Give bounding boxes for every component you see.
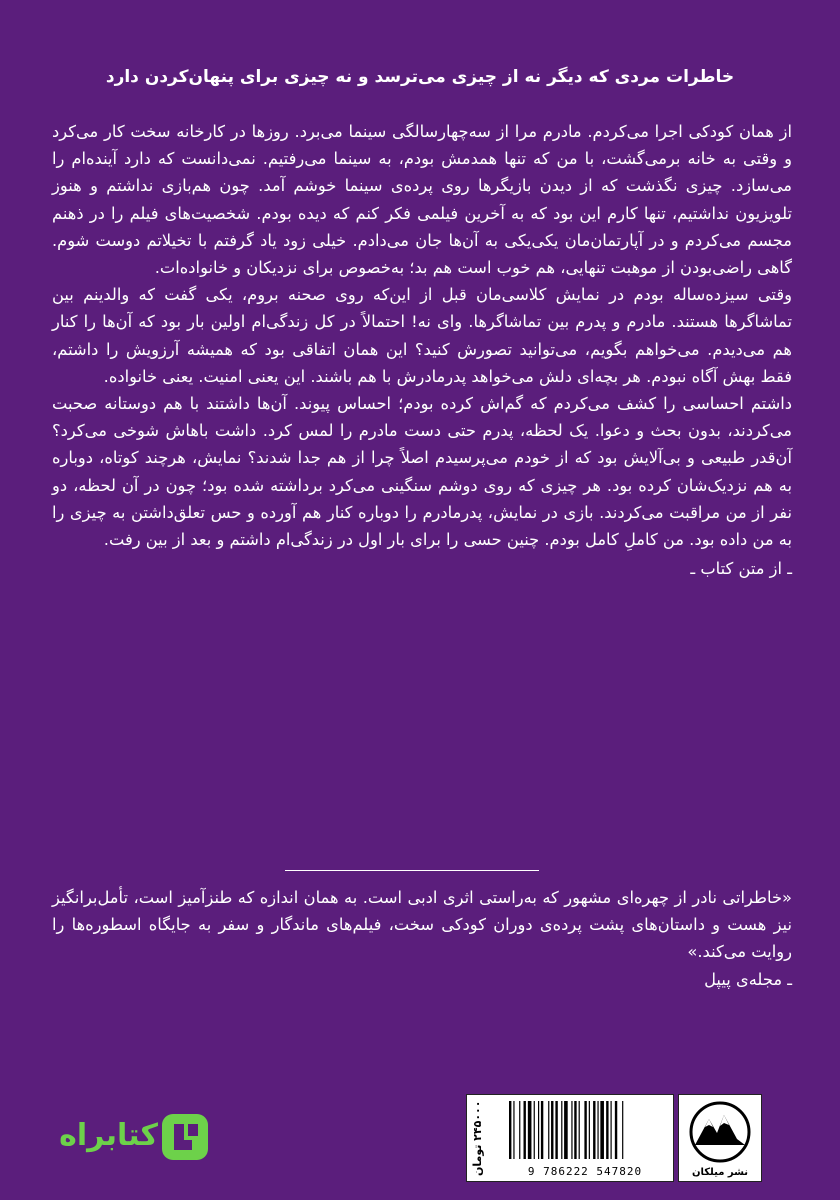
isbn-number: 9 786222 547820 xyxy=(527,1165,643,1178)
barcode-bar xyxy=(593,1101,595,1159)
barcode-bar xyxy=(528,1101,532,1159)
publisher-logo xyxy=(678,1094,762,1182)
barcode-bar xyxy=(606,1101,608,1159)
review-quote xyxy=(52,884,792,993)
publisher-name: نشر میلکان xyxy=(691,1167,749,1178)
barcode-bar xyxy=(524,1101,526,1159)
barcode-bar xyxy=(534,1101,535,1159)
barcode-bar xyxy=(571,1101,572,1159)
barcode-bar xyxy=(589,1101,590,1159)
barcode-bar xyxy=(541,1101,543,1159)
barcode-bar xyxy=(600,1101,604,1159)
excerpt-paragraph: از همان کودکی اجرا می‌کردم. مادرم مرا از سه‌چهارسالگی سینما می‌برد. روزها در کارخانه سخت کار می‌کرد و وقتی به خانه برمی‌گشت، با من که تنها همدمش بودم، به سینما می‌رفتیم. نمی‌دانست که دارد آینده‌ام را می‌سازد. چیزی نگذشت که از دیدن بازیگرها روی پرده‌ی سینما خوشم آمد. چون هم‌بازی نداشتم و هنوز تلویزیون نداشتیم، تنها کارم این بود که به آخرین فیلمی فکر کنم که دیده بودم. شخصیت‌های فیلم را در ذهنم مجسم می‌کردم و در آپارتمان‌مان یکی‌یکی به آن‌ها جان می‌دادم. خیلی زود یاد گرفتم با تخیلاتم دوست شوم. گاهی راضی‌بودن از موهبت تنهایی، هم خوب است هم بد؛ به‌خصوص برای نزدیکان و خانواده‌ات. xyxy=(52,122,792,278)
barcode-bar xyxy=(548,1101,549,1159)
barcode-bar xyxy=(555,1101,557,1159)
barcode-bar xyxy=(538,1101,539,1159)
barcode-bar xyxy=(622,1101,623,1159)
cover-tagline: خاطرات مردی که دیگر نه از چیزی می‌ترسد و نه چیزی برای پنهان‌کردن دارد xyxy=(105,67,735,87)
review-source: ـ مجله‌ی پیپل xyxy=(704,969,792,989)
barcode-bar xyxy=(597,1101,598,1159)
barcode-bar xyxy=(519,1101,520,1159)
barcode-bar xyxy=(509,1101,511,1159)
barcode-bar xyxy=(574,1101,576,1159)
barcode-bar xyxy=(579,1101,580,1159)
barcode-bar xyxy=(551,1101,553,1159)
ketabrah-logo xyxy=(38,1112,218,1164)
price-label: ۲۴۵۰۰۰ تومان xyxy=(471,1100,484,1176)
excerpt-source: ـ از متن کتاب ـ xyxy=(690,559,792,579)
barcode-bar xyxy=(561,1101,562,1159)
section-divider xyxy=(285,870,539,871)
excerpt-paragraph: وقتی سیزده‌ساله بودم در نمایش کلاسی‌مان قبل از این‌که روی صحنه بروم، یکی گفت که والدینم بین تماشاگرها هستند. مادرم و پدرم بین تماشاگرها. وای نه! احتمالاً در کل زندگی‌ام اولین بار بود که آن‌ها را کنار هم می‌دیدم. می‌خواهم بگویم، می‌توانید تصورش کنید؟ این همان اتفاقی بود که همیشه آرزویش را داشتم، فقط بهش آگاه نبودم. هر بچه‌ای دلش می‌خواهد پدرمادرش با هم باشند. این یعنی امنیت. یعنی خانواده. xyxy=(52,285,792,386)
barcode-bar xyxy=(564,1101,568,1159)
mountain-icon xyxy=(689,1101,751,1165)
ketabrah-book-icon xyxy=(160,1112,210,1162)
barcode-bar xyxy=(584,1101,586,1159)
barcode-bars xyxy=(507,1101,663,1161)
barcode-bar xyxy=(513,1101,514,1159)
excerpt-paragraph: داشتم احساسی را کشف می‌کردم که گم‌اش کرده بودم؛ احساس پیوند. آن‌ها داشتند با هم دوستانه صحبت می‌کردند، بدون بحث و دعوا. یک لحظه، پدرم حتی دست مادرم را لمس کرد. داشت باهاش شوخی می‌کرد؟ آن‌قدر طبیعی و بی‌آلایش بود که از خودم می‌پرسیدم اصلاً چرا از هم جدا شدند؟ نمایش، هرچند کوتاه، دوباره به هم نزدیک‌شان کرده بود. هر چیزی که روی دوشم سنگینی می‌کرد برداشته شده بود؛ چون در آن لحظه، دو نفر از من مراقبت می‌کردند. بازی در نمایش، پدرمادرم را دوباره کنار هم آورده و حس تعلق‌داشتن به چیزی را به من داده بود. من کاملِ کامل بودم. چنین حسی را برای بار اول در زندگی‌ام داشتم و بعد از بین رفت. xyxy=(52,394,792,550)
review-text: «خاطراتی نادر از چهره‌ای مشهور که به‌راستی اثری ادبی است. به همان اندازه که طنزآمیز است، تأمل‌برانگیز نیز هست و داستان‌های پشت پرده‌ی دوران کودکی سخت، فیلم‌های ماندگار و سفر به جایگاه اسطوره‌ها را روایت می‌کند.» xyxy=(52,888,792,962)
barcode-bar xyxy=(615,1101,617,1159)
ketabrah-wordmark: کتابراه xyxy=(59,1118,158,1153)
isbn-barcode xyxy=(466,1094,674,1182)
barcode-bar xyxy=(611,1101,612,1159)
book-excerpt xyxy=(52,118,792,582)
